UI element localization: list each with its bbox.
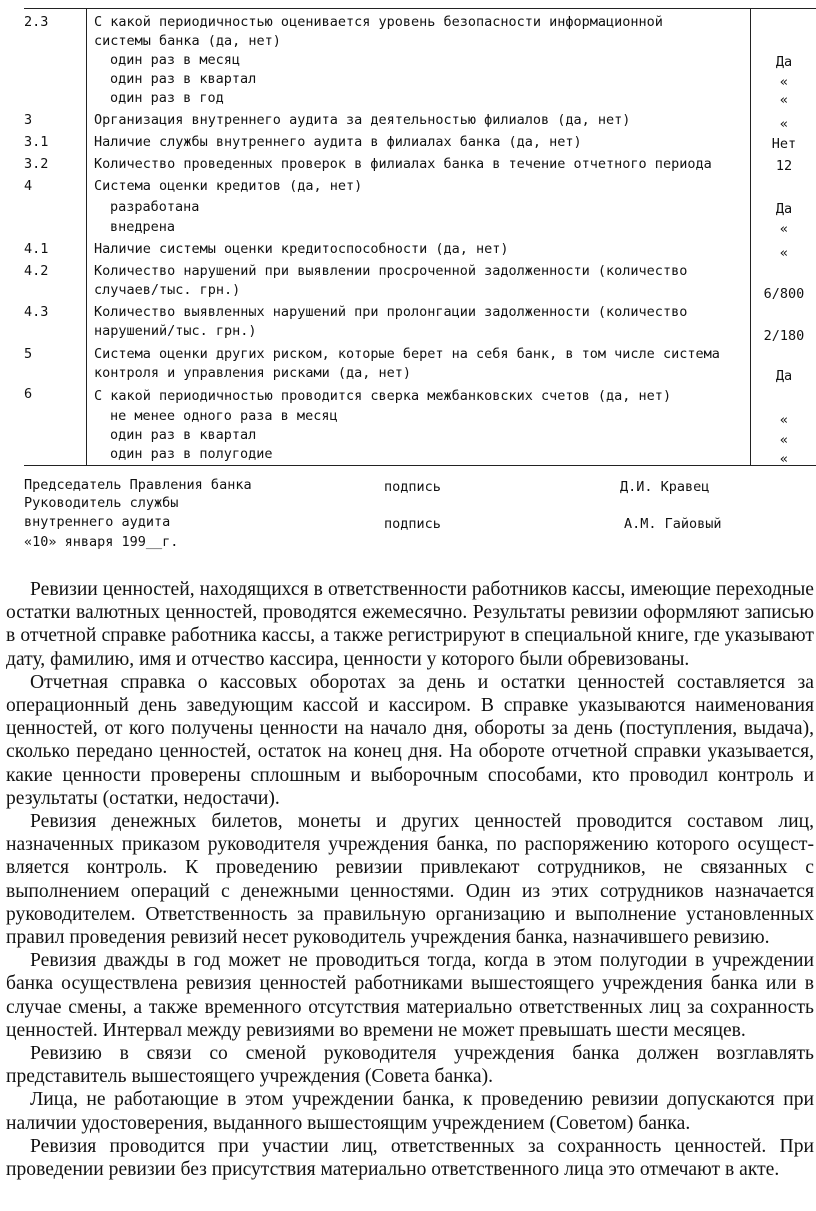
column-divider xyxy=(86,9,87,465)
row-value: Да xyxy=(775,368,793,384)
row-text: Количество нарушений при выявлении просроченной задолженности (количество xyxy=(94,263,688,279)
row-text: Система оценки кредитов (да, нет) xyxy=(94,178,363,194)
row-number: 5 xyxy=(24,346,33,362)
row-subitem: не менее одного раза в месяц xyxy=(110,408,338,424)
row-text: случаев/тыс. грн.) xyxy=(94,282,241,298)
chairman-title: Председатель Правления банка xyxy=(24,477,252,493)
row-text: нарушений/тыс. грн.) xyxy=(94,323,257,339)
row-value: « xyxy=(779,116,789,132)
paragraph: Ревизию в связи со сменой руководителя учреждения банка должен возглавлять представитель вышестоящего учреждения (Совета банка). xyxy=(6,1043,814,1088)
row-value: Нет xyxy=(771,136,797,152)
row-subitem: внедрена xyxy=(110,219,176,235)
row-value: 2/180 xyxy=(763,328,805,344)
auditor-title-line2: внутреннего аудита xyxy=(24,514,171,530)
row-text: Количество выявленных нарушений при пролонгации задолженности (количество xyxy=(94,304,688,320)
auditor-title-line1: Руководитель службы xyxy=(24,495,179,511)
paragraph: Ревизия денежных билетов, монеты и других ценностей проводится составом лиц, назначенных приказом руководителя учреждения банка, по распоряжению которого осущест-вляется контроль. К проведению ревизии привлекают сотрудников, не связанных с выполнением операций с денежными ценностями. Один из этих сотрудников назначается руководителем. Ответственность за правильную организацию и выполнение установленных правил проведения ревизий несет руководитель учреждения банка, назначившего ревизию. xyxy=(6,811,814,949)
body-text xyxy=(6,578,814,1181)
auditor-name: А.М. Гайовый xyxy=(624,516,722,532)
row-value: « xyxy=(779,74,789,90)
row-text: системы банка (да, нет) xyxy=(94,33,281,49)
row-value: « xyxy=(779,221,789,237)
row-number: 3 xyxy=(24,112,33,128)
row-value: « xyxy=(779,432,789,448)
paragraph: Ревизия дважды в год может не проводиться тогда, когда в этом полугодии в учреждении банка осуществлена ревизия ценностей работниками вышестоящего учреждения банка или в случае смены, а также временного отсутствия материально ответственных лиц за сохранность ценностей. Интервал между ревизиями во времени не может превышать шести месяцев. xyxy=(6,950,814,1041)
chairman-name: Д.И. Кравец xyxy=(620,479,710,495)
row-subitem: один раз в квартал xyxy=(110,71,257,87)
row-value: « xyxy=(779,451,789,467)
row-value: « xyxy=(779,92,789,108)
questionnaire-table xyxy=(24,8,816,466)
row-number: 4.2 xyxy=(24,263,49,279)
row-value: « xyxy=(779,245,789,261)
row-subitem: один раз в полугодие xyxy=(110,446,273,462)
row-number: 3.2 xyxy=(24,156,49,172)
row-text: Количество проведенных проверок в филиалах банка в течение отчетного периода xyxy=(94,156,712,172)
row-value: « xyxy=(779,412,789,428)
paragraph: Отчетная справка о кассовых оборотах за день и остатки ценностей составляется за операционный день заведующим кассой и кассиром. В справке указываются наименования ценностей, от кого получены ценности на начало дня, обороты за день (поступления, выдача), сколько передано ценностей, остаток на конец дня. На обороте отчетной справки указывается, какие ценности проверены сплошным и выборочным способами, кто проводил контроль и результаты (остатки, недостачи). xyxy=(6,671,814,809)
row-subitem: один раз в квартал xyxy=(110,427,257,443)
auditor-signature: подпись xyxy=(384,516,441,532)
row-value: Да xyxy=(775,201,793,217)
chairman-signature: подпись xyxy=(384,479,441,495)
row-number: 6 xyxy=(24,386,33,402)
row-number: 4.1 xyxy=(24,241,49,257)
row-number: 4.3 xyxy=(24,304,49,320)
row-value: 12 xyxy=(775,158,793,174)
paragraph: Ревизии ценностей, находящихся в ответственности работников кассы, имеющие переходные остатки валютных ценностей, проводятся ежемесячно. Результаты ревизии оформляют записью в отчетной справке работника кассы, а также регистрируют в специальной книге, где указывают дату, фамилию, имя и отчество кассира, ценности у которого были обревизованы. xyxy=(6,579,814,670)
row-text: С какой периодичностью проводится сверка межбанковских счетов (да, нет) xyxy=(94,388,672,404)
document-date: «10» января 199__г. xyxy=(24,534,179,550)
row-number: 3.1 xyxy=(24,134,49,150)
row-value: 6/800 xyxy=(763,286,805,302)
row-subitem: один раз в год xyxy=(110,90,224,106)
row-text: Наличие системы оценки кредитоспособности (да, нет) xyxy=(94,241,509,257)
row-text: С какой периодичностью оценивается уровень безопасности информационной xyxy=(94,14,663,30)
row-number: 4 xyxy=(24,178,33,194)
row-text: контроля и управления рисками (да, нет) xyxy=(94,365,411,381)
paragraph: Ревизия проводится при участии лиц, ответственных за сохранность ценностей. При проведении ревизии без присутствия материально ответственного лица это отмечают в акте. xyxy=(6,1135,814,1181)
row-number: 2.3 xyxy=(24,14,49,30)
row-value: Да xyxy=(775,54,793,70)
paragraph: Лица, не работающие в этом учреждении банка, к проведению ревизии допускаются при наличии удостоверения, выданного вышестоящим учреждением (Советом) банка. xyxy=(6,1089,814,1134)
row-text: Организация внутреннего аудита за деятельностью филиалов (да, нет) xyxy=(94,112,631,128)
row-text: Система оценки других риском, которые берет на себя банк, в том числе система xyxy=(94,346,720,362)
row-subitem: разработана xyxy=(110,199,200,215)
row-text: Наличие службы внутреннего аудита в филиалах банка (да, нет) xyxy=(94,134,582,150)
row-subitem: один раз в месяц xyxy=(110,52,241,68)
